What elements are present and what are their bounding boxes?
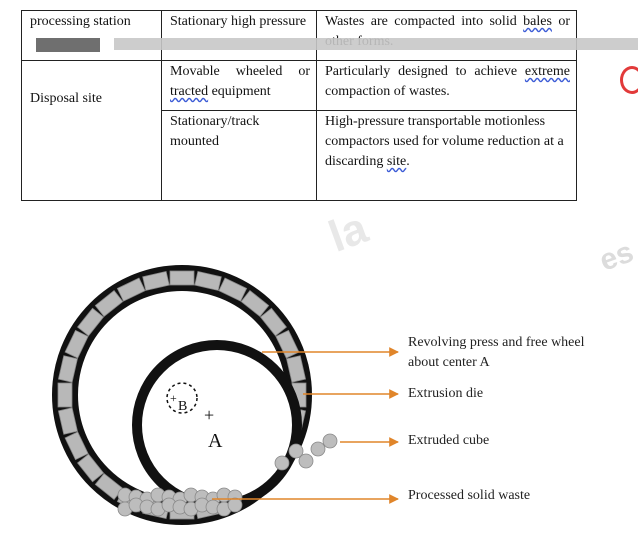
cell-description: Wastes are compacted into solid bales or xyxy=(317,11,577,61)
cell-equipment: Stationary/track mounted xyxy=(162,111,317,201)
extruded-cube xyxy=(275,456,289,470)
cell-equipment: Stationary high pressure xyxy=(162,11,317,61)
watermark-text: la xyxy=(322,203,374,262)
label-cube: Extruded cube xyxy=(408,433,490,448)
cell-location: Disposal site xyxy=(22,61,162,201)
label-die: Extrusion die xyxy=(408,386,484,401)
waste-particle xyxy=(228,498,242,512)
spellcheck-word: bales xyxy=(523,14,552,29)
horizontal-scrollbar-track[interactable] xyxy=(114,38,638,50)
cell-description: High-pressure transportable motionless compactors used for volume reduction at a discarding site. xyxy=(317,111,577,201)
cell-location: processing station xyxy=(22,11,162,61)
cell-description: Particularly designed to achieve extreme compaction of wastes. xyxy=(317,61,577,111)
label-waste: Processed solid waste xyxy=(408,488,531,503)
extruded-cube xyxy=(299,454,313,468)
extruded-cube xyxy=(323,434,337,448)
center-b-label: B xyxy=(178,399,188,414)
label-press: Revolving press and free wheel about center A xyxy=(408,335,585,370)
spellcheck-word: site xyxy=(386,154,407,169)
center-a-plus: + xyxy=(204,405,215,425)
table-row xyxy=(22,61,577,111)
watermark-logo xyxy=(620,66,638,94)
spellcheck-word: extreme xyxy=(524,64,570,79)
watermark-text-2: es xyxy=(595,235,638,278)
center-a-label: A xyxy=(208,430,223,452)
table-row xyxy=(22,11,577,61)
extrusion-die xyxy=(137,345,297,505)
processed-waste-heap xyxy=(118,488,242,516)
spellcheck-word: tracted xyxy=(170,84,209,99)
horizontal-scrollbar-thumb[interactable] xyxy=(36,38,100,52)
center-b-plus: + xyxy=(170,391,177,405)
cube-segment xyxy=(170,271,194,285)
cell-equipment: Movable wheeled or tracted equipment xyxy=(162,61,317,111)
extruded-cube xyxy=(311,442,325,456)
extrusion-figure xyxy=(0,205,638,532)
cube-segment xyxy=(58,383,72,407)
